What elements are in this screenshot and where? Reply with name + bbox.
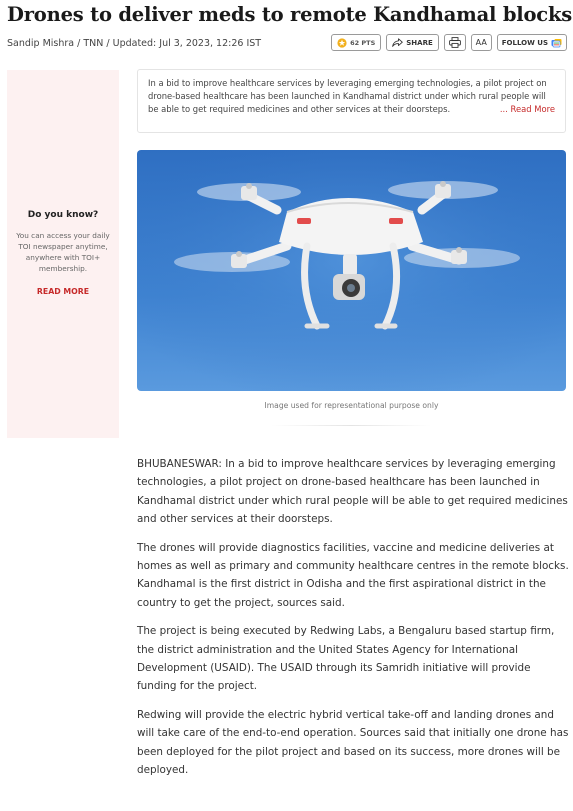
article-summary [137, 69, 566, 133]
print-button[interactable] [444, 34, 466, 51]
share-label: SHARE [406, 38, 433, 47]
image-caption: Image used for representational purpose only [264, 401, 439, 410]
google-news-icon [551, 38, 562, 48]
article-headline: Drones to deliver meds to remote Kandhamal blocks [7, 3, 573, 26]
summary-text: In a bid to improve healthcare services by leveraging emerging technologies, a pilot project on drone-based healthcare has been launched in Kandhamal district under which rural people will be able to get required medicines and other services at their doorsteps. [148, 78, 547, 114]
article-paragraph: Redwing will provide the electric hybrid vertical take-off and landing drones and will take care of the end-to-end operation. Sources said that initially one drone has been deployed for the pilot project and based on its success, more drones will be deployed. [137, 708, 569, 777]
font-size-button[interactable]: AA [471, 34, 492, 51]
drone-photo-illustration [137, 150, 566, 391]
promo-read-more-link[interactable]: READ MORE [36, 287, 90, 296]
byline: Sandip Mishra / TNN / Updated: Jul 3, 2023, 12:26 IST [7, 38, 262, 49]
print-icon [449, 37, 461, 48]
follow-label: FOLLOW US [501, 38, 548, 47]
promo-text: You can access your daily TOI newspaper anytime, anywhere with TOI+ membership. [16, 231, 110, 273]
points-button[interactable] [331, 34, 381, 51]
summary-read-more-link[interactable]: ... Read More [480, 103, 555, 116]
points-label: 62 PTS [350, 38, 376, 47]
do-you-know-promo [7, 70, 119, 438]
article-paragraph: The drones will provide diagnostics facilities, vaccine and medicine deliveries at homes as well as primary and community healthcare centres in the remote blocks. [137, 541, 569, 573]
article-body [137, 455, 569, 790]
share-button[interactable] [386, 34, 439, 51]
star-badge-icon [337, 38, 347, 48]
article-paragraph: Kandhamal is the first district in Odisha and the first aspirational district in the country to get the project, sources said. [137, 578, 546, 609]
article-paragraph: The project is being executed by Redwing Labs, a Bengaluru based startup firm, the district administration and the United States Agency for International Development (USAID). The USAID through its Samridh initiative will provide funding for the project. [137, 625, 555, 693]
share-icon [392, 38, 403, 47]
promo-title: Do you know? [27, 210, 99, 220]
follow-us-button[interactable] [497, 34, 567, 51]
article-paragraph: BHUBANESWAR: In a bid to improve healthcare services by leveraging emerging technologies, a pilot project on drone-based healthcare has been launched in Kandhamal district under which rural people will be able to get required medicines and other services at their doorsteps. [137, 458, 568, 526]
article-image [137, 150, 566, 391]
caption-divider [271, 425, 431, 426]
article-actions [331, 34, 567, 51]
